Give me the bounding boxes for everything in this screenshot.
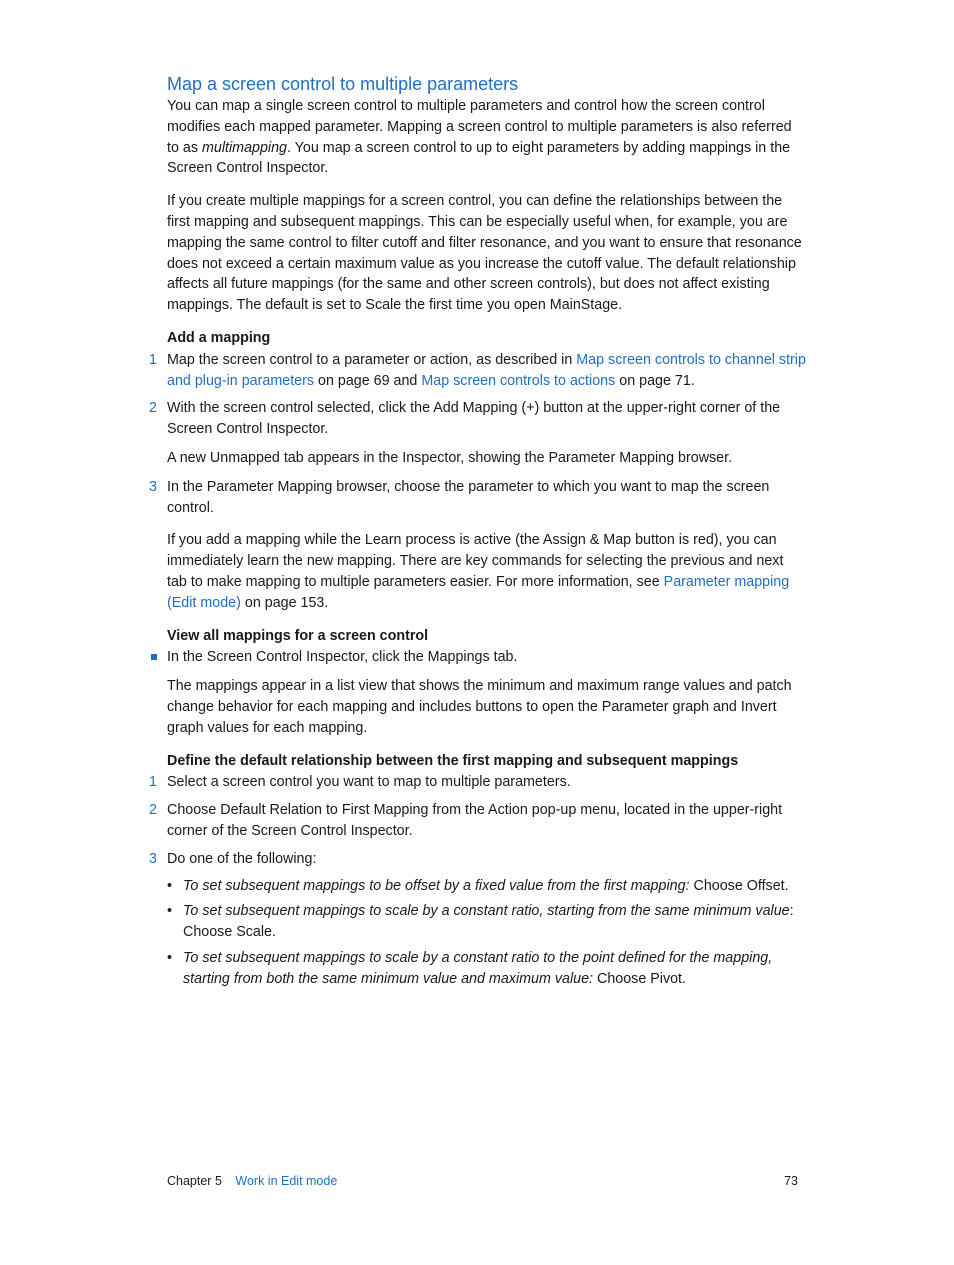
step-number: 1: [149, 774, 157, 791]
step-number: 3: [149, 478, 157, 495]
option-action: : Choose Scale.: [183, 903, 794, 941]
option-text: [183, 901, 807, 943]
step-number: 2: [149, 400, 157, 417]
option-text: [183, 876, 807, 897]
define-step-2: [149, 800, 807, 842]
footer-chapter: Chapter 5: [167, 1174, 222, 1188]
option-condition: To set subsequent mappings to scale by a constant ratio, starting from the same minimum value: [183, 903, 790, 920]
intro-text: You can map a single screen control to multiple parameters and control how the screen control modifies each mapped parameter. Mapping a screen control to multiple parameters is also referred to as: [167, 98, 792, 156]
dot-bullet-icon: •: [167, 903, 173, 920]
step-text: With the screen control selected, click the Add Mapping (+) button at the upper-right corner of the Screen Control Inspector.: [167, 400, 781, 438]
view-all-note: The mappings appear in a list view that shows the minimum and maximum range values and patch change behavior for each mapping and includes buttons to open the Parameter graph and Invert graph values for each mapping.: [167, 678, 792, 736]
view-all-heading: View all mappings for a screen control: [167, 627, 429, 644]
option-pivot: [167, 948, 807, 990]
intro-term: multimapping: [201, 139, 287, 156]
step-number: 1: [149, 351, 157, 368]
dot-bullet-icon: •: [167, 877, 173, 894]
add-step-1: [149, 350, 807, 392]
add-mapping-heading: Add a mapping: [167, 329, 271, 346]
option-scale: [167, 901, 807, 943]
step-text-part: on page 69 and: [314, 372, 422, 389]
step-text: Select a screen control you want to map to multiple parameters.: [167, 774, 571, 791]
intro-paragraph-1: [167, 96, 807, 179]
view-all-bullet: [167, 647, 807, 668]
step-text: Do one of the following:: [167, 850, 317, 867]
add-step-3: [149, 477, 807, 519]
option-offset: [167, 876, 807, 897]
link-parameter-mapping[interactable]: Parameter mapping (Edit mode): [167, 573, 790, 611]
page-footer: [167, 1173, 798, 1189]
step-text: Choose Default Relation to First Mapping from the Action pop-up menu, located in the upper-right corner of the Screen Control Inspector.: [167, 802, 783, 839]
define-step-1: [149, 772, 807, 793]
intro-text-end: . You map a screen control to up to eight parameters by adding mappings in the Screen Control Inspector.: [167, 139, 791, 177]
step-text: [167, 350, 807, 392]
step-text-part: on page 71.: [615, 372, 695, 389]
add-step-2: [149, 398, 807, 468]
step-number: 3: [149, 850, 157, 867]
step-number: 2: [149, 802, 157, 819]
bullet-text: In the Screen Control Inspector, click the Mappings tab.: [167, 649, 518, 666]
step-text-part: Map the screen control to a parameter or action, as described in: [167, 351, 577, 368]
option-condition: To set subsequent mappings to be offset by a fixed value from the first mapping:: [183, 877, 690, 894]
page-content: [149, 73, 807, 994]
define-default-heading: Define the default relationship between the first mapping and subsequent mappings: [167, 752, 739, 769]
option-action: Choose Offset.: [689, 877, 789, 894]
learn-text: If you add a mapping while the Learn process is active (the Assign & Map button is red), you can immediately learn the new mapping. There are key commands for selecting the previous and next tab to make mapping to multiple parameters easier. For more information, see: [167, 532, 784, 590]
page-number: 73: [784, 1174, 798, 1188]
intro-paragraph-2: If you create multiple mappings for a screen control, you can define the relationships between the first mapping and subsequent mappings. This can be especially useful when, for example, you are mapping the same control to filter cutoff and filter resonance, and you want to ensure that resonance does not exceed a certain maximum value as you increase the cutoff value. The default relationship affects all future mappings (for the same and other screen controls), but does not affect existing mappings. The default is set to Scale the first time you open MainStage.: [167, 193, 802, 314]
link-channel-strip[interactable]: Map screen controls to channel strip and plug-in parameters: [167, 351, 806, 389]
option-condition: To set subsequent mappings to scale by a constant ratio to the point defined for the mapping, starting from both the same minimum value and maximum value:: [183, 949, 773, 987]
option-action: Choose Pivot.: [593, 970, 686, 987]
square-bullet-icon: [151, 654, 157, 660]
footer-chapter-link[interactable]: Work in Edit mode: [235, 1174, 338, 1188]
option-text: [183, 948, 807, 990]
learn-text-end: on page 153.: [240, 594, 329, 611]
learn-paragraph: [167, 530, 807, 613]
define-step-3: [149, 849, 807, 870]
step-text: In the Parameter Mapping browser, choose the parameter to which you want to map the screen control.: [167, 478, 770, 516]
dot-bullet-icon: •: [167, 949, 173, 966]
link-actions[interactable]: Map screen controls to actions: [421, 372, 616, 389]
section-title: Map a screen control to multiple parameters: [167, 74, 519, 94]
step-note: A new Unmapped tab appears in the Inspector, showing the Parameter Mapping browser.: [167, 449, 733, 466]
